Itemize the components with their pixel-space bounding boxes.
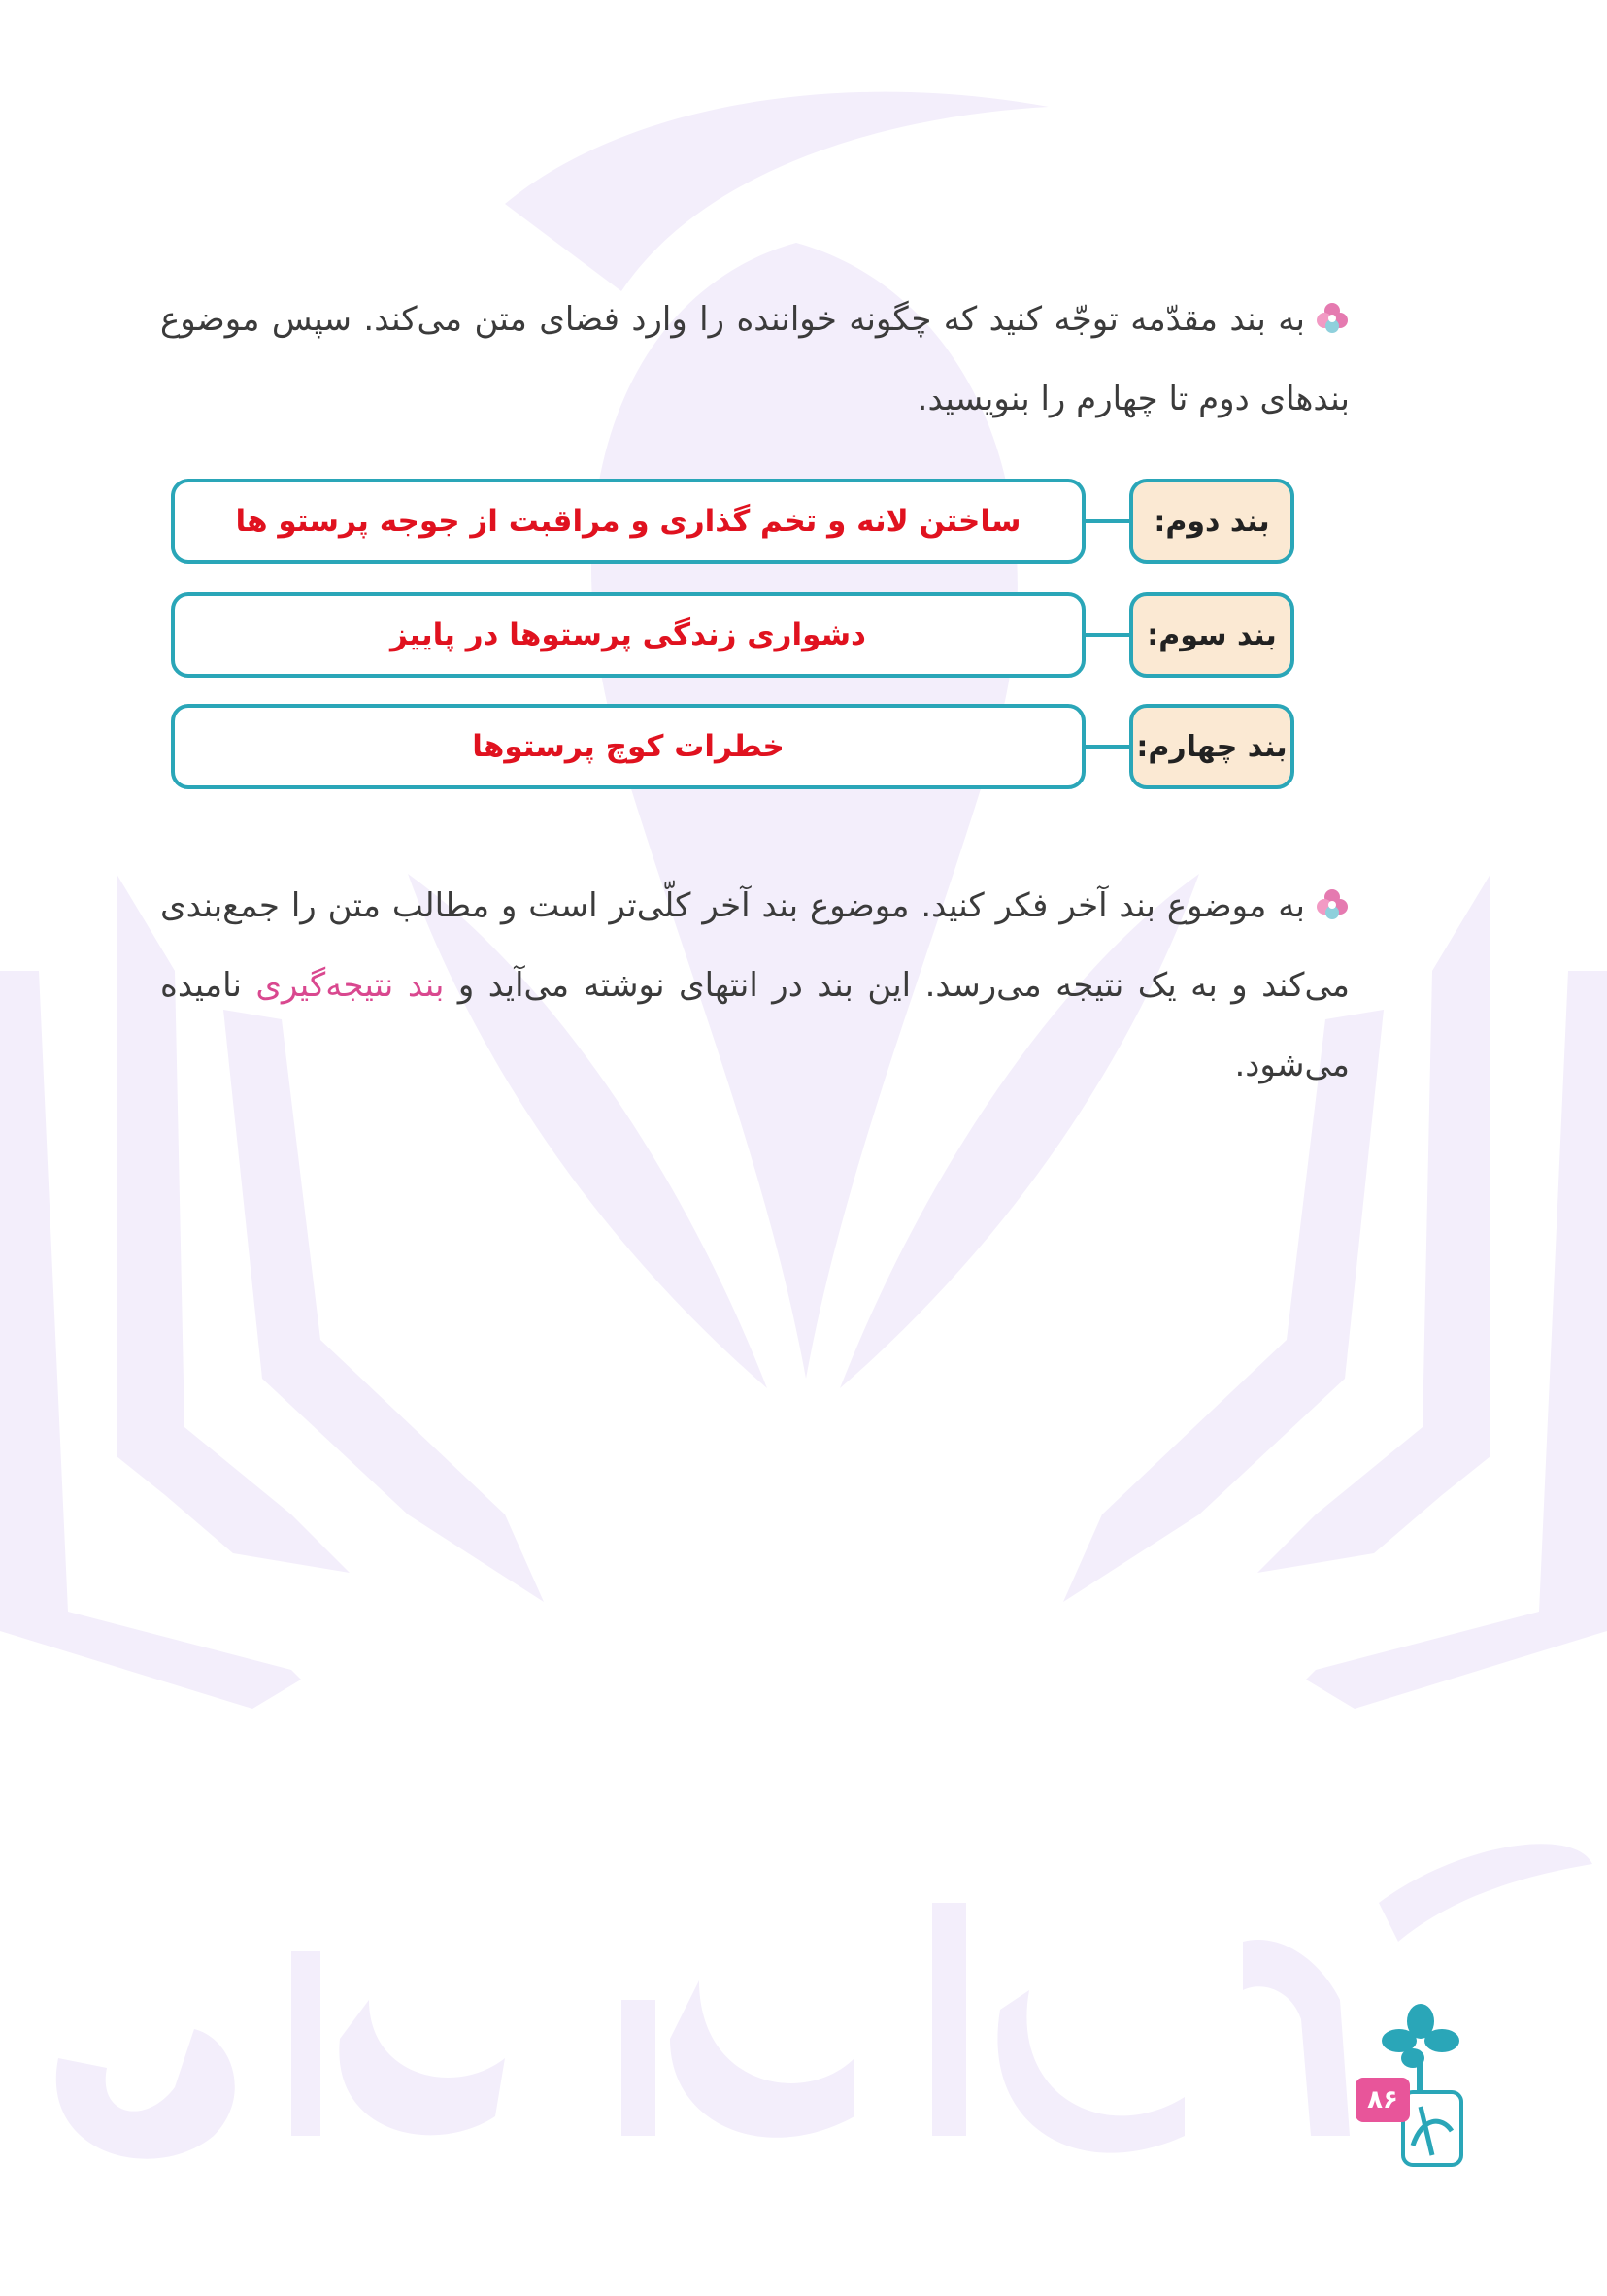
flower-bullet-icon <box>1315 887 1350 922</box>
instruction-paragraph-2 <box>160 866 1350 1105</box>
paragraph-4-answer: خطرات کوچ پرستوها <box>171 704 1086 789</box>
connector-line <box>1082 519 1132 523</box>
paragraph-2-label: بند دوم: <box>1129 479 1294 564</box>
paragraph-2-text-b: نامیده می‌شود. <box>160 966 1350 1084</box>
instruction-paragraph-1 <box>160 280 1350 439</box>
flower-bullet-icon <box>1315 301 1350 336</box>
paragraph-1-text: به بند مقدّمه توجّه کنید که چگونه خواننده را وارد فضای متن می‌کند. سپس موضوع بندهای دوم تا چهارم را بنویسید. <box>160 300 1350 418</box>
paragraph-3-answer: دشواری زندگی پرستوها در پاییز <box>171 592 1086 678</box>
connector-line <box>1082 633 1132 637</box>
connector-line <box>1082 745 1132 749</box>
paragraph-4-label: بند چهارم: <box>1129 704 1294 789</box>
page-number: ۸۶ <box>1356 2078 1410 2122</box>
paragraph-3-label: بند سوم: <box>1129 592 1294 678</box>
conclusion-term: بند نتیجه‌گیری <box>255 966 445 1005</box>
paragraph-2-text-a: به موضوع بند آخر فکر کنید. موضوع بند آخر کلّی‌تر است و مطالب متن را جمع‌بندی می‌کند و به یک نتیجه می‌رسد. این بند در انتهای نوشته می‌آید و <box>160 886 1350 1005</box>
paragraph-2-answer: ساختن لانه و تخم گذاری و مراقبت از جوجه پرستو ها <box>171 479 1086 564</box>
